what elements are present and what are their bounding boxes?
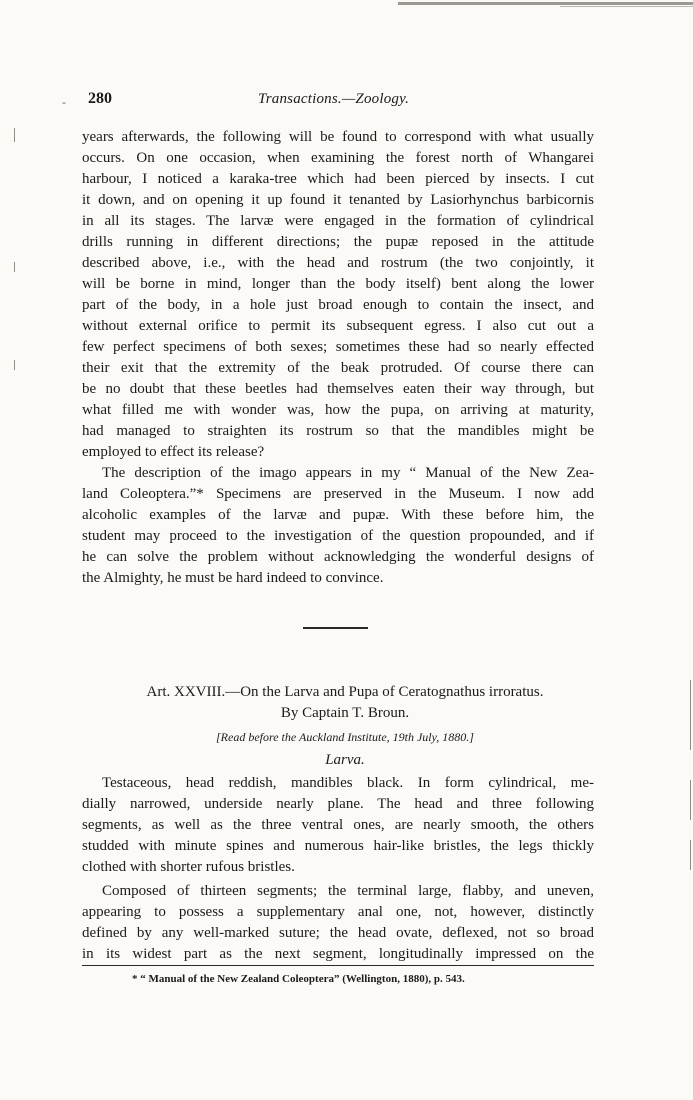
text-line: had managed to straighten its rostrum so that the mandibles might be xyxy=(82,423,594,439)
text-line: the Almighty, he must be hard indeed to convince. xyxy=(82,570,384,586)
text-line: segments, as well as the three ventral ones, are nearly smooth, the others xyxy=(82,817,594,833)
margin-mark xyxy=(690,780,691,820)
footnote: * “ Manual of the New Zealand Coleoptera” (Wellington, 1880), p. 543. xyxy=(132,973,465,985)
text-line: will be borne in mind, longer than the body itself) bent along the lower xyxy=(82,276,594,292)
read-note: [Read before the Auckland Institute, 19th July, 1880.] xyxy=(216,730,474,744)
text-line: Composed of thirteen segments; the terminal large, flabby, and uneven, xyxy=(102,883,594,899)
page-header xyxy=(0,86,693,116)
margin-mark xyxy=(14,262,15,272)
margin-mark xyxy=(690,680,691,750)
text-line: land Coleoptera.”* Specimens are preserved in the Museum. I now add xyxy=(82,486,594,502)
text-line: clothed with shorter rufous bristles. xyxy=(82,859,295,875)
text-line: in all its stages. The larvæ were engaged in the formation of cylindrical xyxy=(82,213,594,229)
footnote-rule xyxy=(82,965,594,966)
section-separator-rule xyxy=(303,627,368,629)
margin-mark xyxy=(14,360,15,370)
text-line: appearing to possess a supplementary anal one, not, however, distinctly xyxy=(82,904,594,920)
text-line: employed to effect its release? xyxy=(82,444,265,460)
text-line: be no doubt that these beetles had themselves eaten their way through, but xyxy=(82,381,594,397)
text-line: drills running in different directions; the pupæ reposed in the attitude xyxy=(82,234,594,250)
text-line: years afterwards, the following will be found to correspond with what usually xyxy=(82,129,594,145)
text-line: in its widest part as the next segment, longitudinally impressed on the xyxy=(82,946,594,962)
text-line: alcoholic examples of the larvæ and pupæ. With these before him, the xyxy=(82,507,594,523)
text-line: he can solve the problem without acknowledging the wonderful designs of xyxy=(82,549,594,565)
text-line: few perfect specimens of both sexes; sometimes these had so nearly effected xyxy=(82,339,594,355)
text-line: described above, i.e., with the head and rostrum (the two conjointly, it xyxy=(82,255,594,271)
margin-dash: - xyxy=(62,95,66,109)
margin-mark xyxy=(14,128,15,142)
article-author: By Captain T. Broun. xyxy=(280,705,410,721)
running-head: Transactions.—Zoology. xyxy=(258,91,410,107)
text-line: what filled me with wonder was, how the pupa, on arriving at maturity, xyxy=(82,402,594,418)
text-line: it down, and on opening it up found it tenanted by Lasiorhynchus barbicornis xyxy=(82,192,594,208)
text-line: without external orifice to permit its subsequent egress. I also cut out a xyxy=(82,318,594,334)
text-line: Testaceous, head reddish, mandibles black. In form cylindrical, me- xyxy=(102,775,594,791)
text-line: defined by any well-marked suture; the head ovate, deflexed, not so broad xyxy=(82,925,594,941)
text-line: harbour, I noticed a karaka-tree which had been pierced by insects. I cut xyxy=(82,171,594,187)
scan-edge-line xyxy=(398,2,693,5)
text-line: their exit that the extremity of the beak protruded. Of course there can xyxy=(82,360,594,376)
text-line: studded with minute spines and numerous hair-like bristles, the legs thickly xyxy=(82,838,594,854)
text-line: occurs. On one occasion, when examining the forest north of Whangarei xyxy=(82,150,594,166)
scan-edge-line-secondary xyxy=(560,6,693,7)
section-heading: Larva. xyxy=(325,752,365,768)
page-number: 280 xyxy=(88,90,112,107)
text-line: dially narrowed, underside nearly plane. The head and three following xyxy=(82,796,594,812)
margin-mark xyxy=(690,840,691,870)
article-title: Art. XXVIII.—On the Larva and Pupa of Ceratognathus irroratus. xyxy=(146,684,544,700)
text-line: student may proceed to the investigation of the question propounded, and if xyxy=(82,528,594,544)
text-line: part of the body, in a hole just broad enough to contain the insect, and xyxy=(82,297,594,313)
text-line: The description of the imago appears in my “ Manual of the New Zea- xyxy=(102,465,594,481)
